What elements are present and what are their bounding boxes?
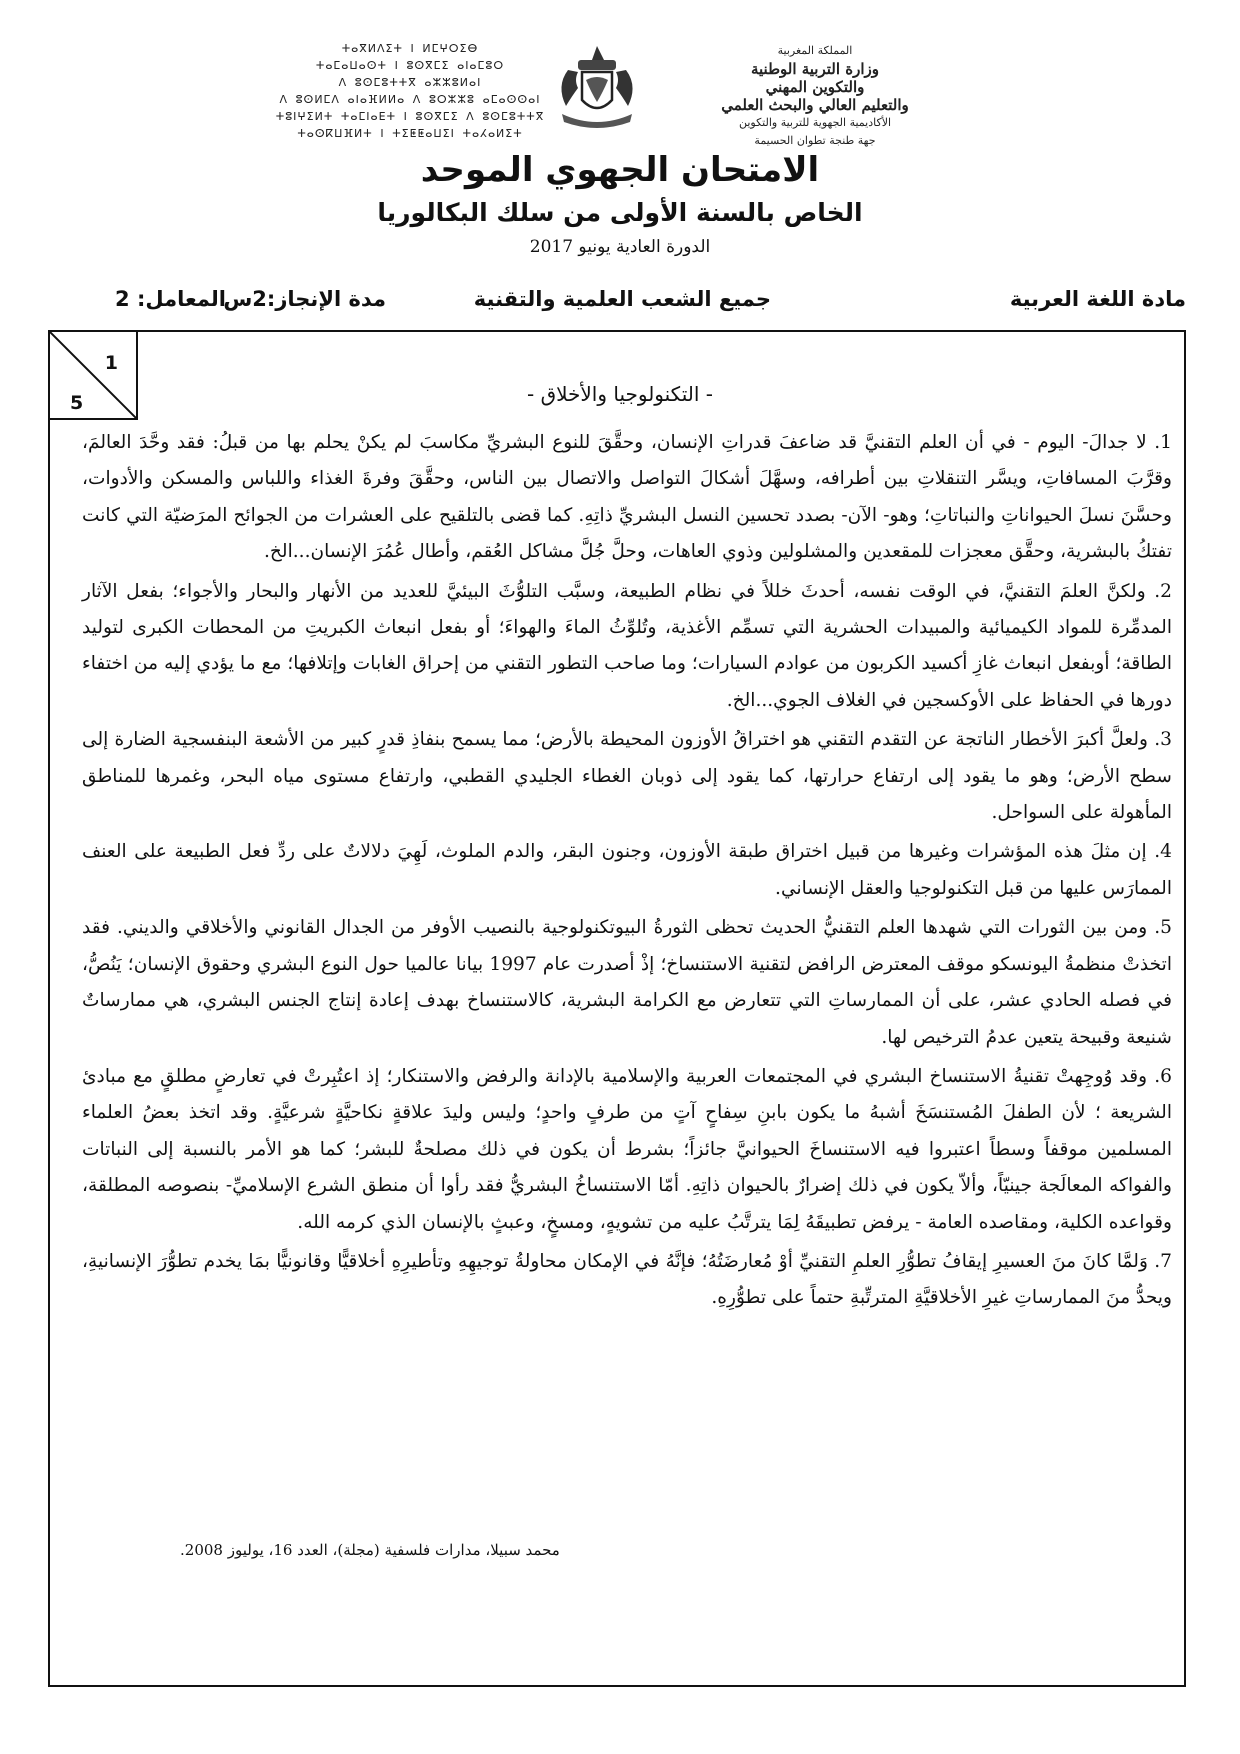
text-body bbox=[82, 425, 1172, 1320]
exam-branches: جميع الشعب العلمية والتقنية bbox=[473, 287, 771, 311]
paragraph-3: 3. ولعلَّ أكبرَ الأخطار الناتجة عن التقدم التقني هو اختراقُ الأوزون المحيطة بالأرض؛ مما يسمح بنفاذِ قدرٍ كبير من الأشعة البنفسجية الضارة إلى سطح الأرض؛ وهو ما يقود إلى ارتفاع حرارتها، كما يقود إلى ذوبان الغطاء الجليدي القطبي، وارتفاع مستوى مياه البحر، وغمرها للمناطق المأهولة على السواحل. bbox=[82, 729, 1172, 824]
page-box-diagonal bbox=[48, 330, 138, 420]
paragraph-2: 2. ولكنَّ العلمَ التقنيَّ، في الوقت نفسه، أحدثَ خللاً في نظام الطبيعة، وسبَّب التلوُّثَ البيئيَّ للعديد من الأنهار والبحار والأجواء؛ بفعل الآثار المدمِّرة للمواد الكيميائية والمبيدات الحشرية التي تسمِّم الأغذية، وتُلوِّثُ الماءَ والهواءَ؛ أو بفعل انبعاث الكبريتِ من المحطات الكبرى لتوليد الطاقة؛ أوبفعل انبعاث غازِ أكسيد الكربون من عوادم السيارات؛ وما صاحب التطور التقني من إحراق الغابات وإتلافها؛ مع ما يؤدي إليه من اختفاء دورها في الحفاظ على الأوكسجين في الغلاف الجوي...الخ. bbox=[82, 580, 1172, 711]
exam-coefficient: المعامل: 2 bbox=[115, 287, 226, 311]
page-total: 5 bbox=[70, 392, 84, 414]
page-current: 1 bbox=[104, 352, 118, 374]
header-ministry-block bbox=[665, 42, 965, 150]
academy-line: الأكاديمية الجهوية للتربية والتكوين bbox=[738, 116, 892, 129]
tifinagh-line: ⴷ ⵓⵙⵍⵎⴷ ⴰⵏⴰⴼⵍⵍⴰ ⴷ ⵓⵔⵣⵣⵓ ⴰⵎⴰⵙⵙⴰⵏ bbox=[279, 93, 541, 106]
paragraph-4: 4. إن مثلَ هذه المؤشرات وغيرها من قبيل اختراق طبقة الأوزون، وجنون البقر، والدم الملوث، لَهِيَ دلالاتٌ على ردِّ فعل الطبيعة على العنف الممارَس عليها من قبل التكنولوجيا والعقل الإنساني. bbox=[82, 841, 1172, 899]
tifinagh-line: ⴷ ⵓⵙⵎⵓⵜⵜⴳ ⴰⵣⵣⵓⵍⴰⵏ bbox=[338, 76, 482, 89]
tifinagh-line: ⵜⴰⵎⴰⵡⴰⵙⵜ ⵏ ⵓⵙⴳⵎⵉ ⴰⵏⴰⵎⵓⵔ bbox=[315, 59, 505, 72]
exam-subject: مادة اللغة العربية bbox=[1009, 287, 1186, 311]
paragraph-6: 6. وقد وُوجِهتْ تقنيةُ الاستنساخ البشري في المجتمعات العربية والإسلامية بالإدانة والرفض والاستنكار؛ إذ اعتُبِرتْ في تعارضٍ مطلقٍ مع مبادئ الشريعة ؛ لأن الطفلَ المُستنسَخَ أشبهُ ما يكون بابنِ سِفاحٍ آتٍ من طرفٍ واحدٍ؛ وليس وليدَ علاقةٍ نكاحيَّةٍ شرعيَّةٍ. وقد اتخذ بعضُ العلماء المسلمين موقفاً وسطاً اعتبروا فيه الاستنساخَ الحيوانيَّ جائزاً؛ بشرط أن يكون في ذلك مصلحةٌ للبشر؛ كما هو الأمر بالنسبة إلى النباتات والفواكه المعالَجة جينيّاً، وألاّ يكون في ذلك إضرارٌ بالحيوان ذاتِهِ. أمّا الاستنساخُ البشريُّ فقد رأوا أن منطق الشرع الإسلاميِّ- بنصوصه المطلقة، وقواعده الكلية، ومقاصده العامة - يرفض تطبيقَهُ لِمَا يترتَّبُ عليه من تشويهٍ، ومسخٍ، وعبثٍ بالإنسان الذي كرمه الله. bbox=[82, 1065, 1172, 1233]
text-source: محمد سبيلا، مدارات فلسفية (مجلة)، العدد 16، يوليوز 2008. bbox=[180, 1541, 560, 1559]
kingdom-label: المملكة المغربية bbox=[777, 44, 853, 57]
region-line: جهة طنجة تطوان الحسيمة bbox=[754, 134, 876, 147]
paragraph-5: 5. ومن بين الثورات التي شهدها العلم التقنيُّ الحديث تحظى الثورةُ البيوتكنولوجية بالنصيب الأوفر من الجدال القانوني والأخلاقي والديني. فقد اتخذتْ منظمةُ اليونسكو موقف المعترض الرافض لتقنية الاستنساخ؛ إذْ أصدرت عام 1997 بيانا عالميا حول النوع البشري وحقوق الإنسان؛ يَنُصُّ، في فصله الحادي عشر، على أن الممارساتِ التي تتعارض مع الكرامة البشرية، كالاستنساخ بهدف إعادة إنتاج الجنس البشري، هي ممارساتٌ شنيعة وقبيحة يتعين عدمُ الترخيص لها. bbox=[82, 917, 1173, 1048]
coat-of-arms-icon bbox=[548, 40, 646, 132]
ministry-line: والتعليم العالي والبحث العلمي bbox=[721, 96, 909, 114]
paragraph-7: 7. وَلمَّا كانَ منَ العسيرِ إيقافُ تطوُّرِ العلمِ التقنيِّ أوْ مُعارضَتُهُ؛ فإنَّهُ في الإمكان محاولةُ توجيهِهِ وتأطيرِهِ أخلاقيًّا وقانونيًّا بمَا يخدم تطوُّرَ الإنسانيةِ، ويحدُّ منَ الممارساتِ غيرِ الأخلاقيَّةِ المترتِّبةِ حتماً على تطوُّرِهِ. bbox=[82, 1250, 1172, 1309]
page-number-box bbox=[48, 330, 138, 420]
text-title: - التكنولوجيا والأخلاق - bbox=[527, 382, 713, 406]
exam-duration: مدة الإنجاز:2س bbox=[223, 287, 386, 311]
ministry-line: والتكوين المهني bbox=[765, 78, 865, 96]
tifinagh-line: ⵜⴰⵙⴽⵡⴼⵍⵜ ⵏ ⵜⵉⵟⵟⴰⵡⵉⵏ ⵜⴰⵃⴰⵍⵉⵜ bbox=[297, 127, 523, 140]
exam-info-row bbox=[58, 287, 1186, 317]
exam-title: الامتحان الجهوي الموحد bbox=[420, 150, 820, 190]
paragraph-1: 1. لا جدالَ- اليوم - في أن العلم التقنيَّ قد ضاعفَ قدراتِ الإنسان، وحقَّقَ للنوع البشريِّ مكاسبَ لم يكنْ يحلم بها من قبلُ: فقد وحَّدَ العالمَ، وقرَّبَ المسافاتِ، ويسَّر التنقلاتِ بين أطرافه، وسهَّلَ أشكالَ التواصل والاتصال بين الناس، وحقَّقَ وفرةَ الغذاء واللباس والمسكن والأدوات، وحسَّنَ نسلَ الحيواناتِ والنباتاتِ؛ وهو- الآن- بصدد تحسين النسل البشريِّ ذاتِهِ. كما قضى بالتلقيح على العشرات من الجوائح المرَضيّة التي كانت تفتكُ بالبشرية، وحقَّق معجزات للمقعدين والمشلولين وذوي العاهات، وحلَّ جُلَّ مشاكل العُقم، وأطال عُمُرَ الإنسان...الخ. bbox=[82, 432, 1172, 563]
exam-session: الدورة العادية يونيو 2017 bbox=[529, 237, 711, 257]
exam-subtitle: الخاص بالسنة الأولى من سلك البكالوريا bbox=[377, 198, 863, 227]
tifinagh-line: ⵜⵓⵏⵖⵉⵍⵜ ⵜⴰⵎⵏⴰⴹⵜ ⵏ ⵓⵙⴳⵎⵉ ⴷ ⵓⵙⵎⵓⵜⵜⴳ bbox=[275, 110, 545, 123]
ministry-line: وزارة التربية الوطنية bbox=[750, 60, 879, 78]
header-tifinagh-block bbox=[240, 40, 580, 142]
tifinagh-line: ⵜⴰⴳⵍⴷⵉⵜ ⵏ ⵍⵎⵖⵔⵉⴱ bbox=[341, 42, 479, 55]
